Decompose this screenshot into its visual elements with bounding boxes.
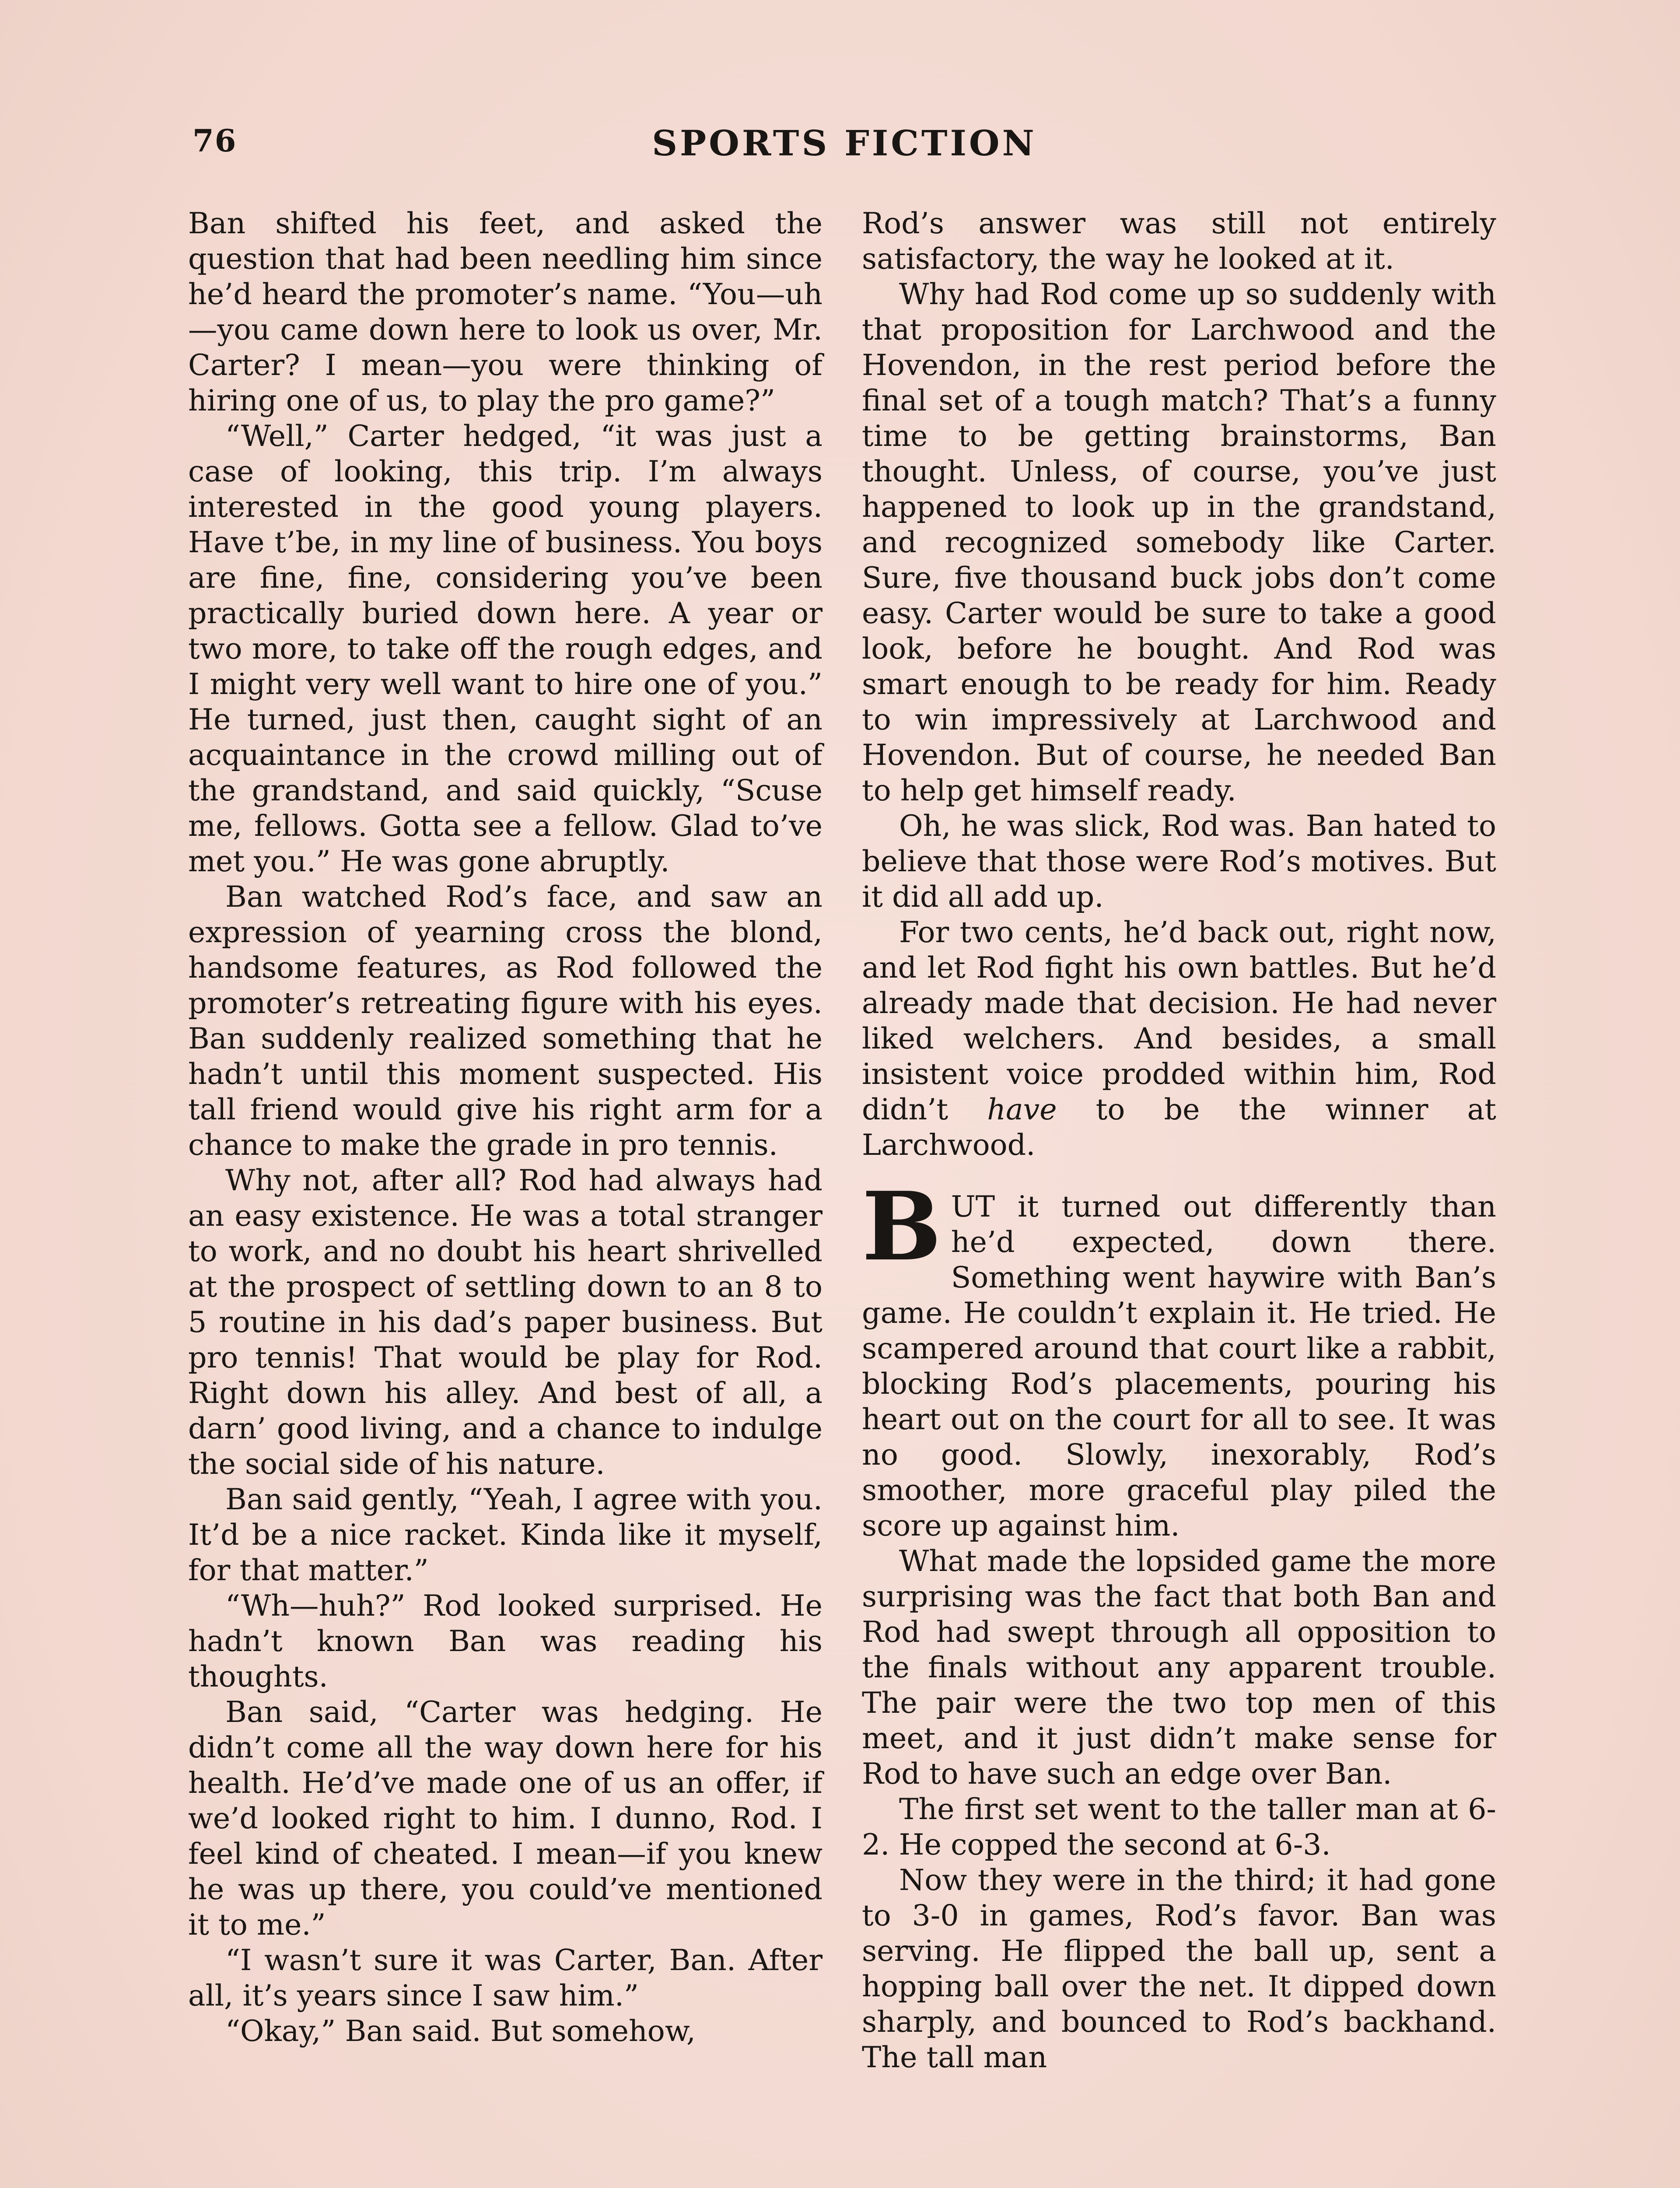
paragraph: Ban watched Rod’s face, and saw an expression of yearning cross the blond, handsome features, as Rod followed the promoter’s retreating figure with his eyes. Ban suddenly realized something that he hadn’t until this moment suspected. His tall friend would give his right arm for a chance to make the grade in pro tennis.: [188, 880, 822, 1162]
paragraph: Oh, he was slick, Rod was. Ban hated to believe that those were Rod’s motives. But it did all add up.: [862, 809, 1496, 914]
running-title: SPORTS FICTION: [652, 123, 1037, 164]
left-column: [188, 206, 822, 2049]
drop-cap: B: [862, 1171, 942, 1282]
paragraph: What made the lopsided game the more surprising was the fact that both Ban and Rod had swept through all opposition to the finals without any apparent trouble. The pair were the two top men of this meet, and it just didn’t make sense for Rod to have such an edge over Ban.: [862, 1544, 1496, 1791]
paragraph: Now they were in the third; it had gone to 3-0 in games, Rod’s favor. Ban was serving. He flipped the ball up, sent a hopping ball over the net. It dipped down sharply, and bounced to Rod’s backhand. The tall man: [862, 1863, 1496, 2074]
page-header: [192, 123, 1496, 175]
paragraph-text: to be the winner at Larchwood.: [862, 1092, 1496, 1162]
paragraph-text: UT it turned out differently than he’d expected, down there. Something went haywire with Ban’s game. He couldn’t explain it. He tried. He scampered around that court like a rabbit, blocking Rod’s placements, pouring his heart out on the court for all to see. It was no good. Slowly, inexorably, Rod’s smoother, more graceful play piled the score up against him.: [862, 1189, 1496, 1543]
paragraph: Ban said, “Carter was hedging. He didn’t come all the way down here for his health. He’d’ve made one of us an offer, if we’d looked right to him. I dunno, Rod. I feel kind of cheated. I mean—if you knew he was up there, you could’ve mentioned it to me.”: [188, 1695, 822, 1942]
paragraph: Why not, after all? Rod had always had an easy existence. He was a total stranger to work, and no doubt his heart shrivelled at the prospect of settling down to an 8 to 5 routine in his dad’s paper business. But pro tennis! That would be play for Rod. Right down his alley. And best of all, a darn’ good living, and a chance to indulge the social side of his nature.: [188, 1163, 822, 1481]
paragraph: “Well,” Carter hedged, “it was just a case of looking, this trip. I’m always interested in the good young players. Have t’be, in my line of business. You boys are fine, fine, considering you’ve been practically buried down here. A year or two more, to take off the rough edges, and I might very well want to hire one of you.” He turned, just then, caught sight of an acquaintance in the crowd milling out of the grandstand, and said quickly, “Scuse me, fellows. Gotta see a fellow. Glad to’ve met you.” He was gone abruptly.: [188, 419, 822, 878]
paragraph: Ban shifted his feet, and asked the question that had been needling him since he’d heard the promoter’s name. “You—uh—you came down here to look us over, Mr. Carter? I mean—you were thinking of hiring one of us, to play the pro game?”: [188, 206, 822, 417]
page-number: 76: [192, 123, 237, 159]
paragraph: Why had Rod come up so suddenly with that proposition for Larchwood and the Hovendon, in the rest period before the final set of a tough match? That’s a funny time to be getting brainstorms, Ban thought. Unless, of course, you’ve just happened to look up in the grandstand, and recognized somebody like Carter. Sure, five thousand buck jobs don’t come easy. Carter would be sure to take a good look, before he bought. And Rod was smart enough to be ready for him. Ready to win impressively at Larchwood and Hovendon. But of course, he needed Ban to help get himself ready.: [862, 277, 1496, 807]
paragraph: “Wh—huh?” Rod looked surprised. He hadn’t known Ban was reading his thoughts.: [188, 1588, 822, 1694]
section-opening-paragraph: [862, 1171, 1496, 1543]
paragraph: The first set went to the taller man at 6-2. He copped the second at 6-3.: [862, 1792, 1496, 1862]
paragraph: Rod’s answer was still not entirely satisfactory, the way he looked at it.: [862, 206, 1496, 276]
paragraph: Ban said gently, “Yeah, I agree with you. It’d be a nice racket. Kinda like it myself, for that matter.”: [188, 1482, 822, 1587]
paragraph: “Okay,” Ban said. But somehow,: [225, 2014, 696, 2048]
paragraph-text: For two cents, he’d back out, right now, and let Rod fight his own battles. But he’d already made that decision. He had never liked welchers. And besides, a small insistent voice prodded within him, Rod didn’t: [862, 915, 1496, 1126]
paragraph: [862, 915, 1496, 1163]
right-column: [862, 206, 1496, 2075]
emphasis-text: have: [987, 1092, 1057, 1126]
paragraph: “I wasn’t sure it was Carter, Ban. After all, it’s years since I saw him.”: [188, 1943, 822, 2013]
